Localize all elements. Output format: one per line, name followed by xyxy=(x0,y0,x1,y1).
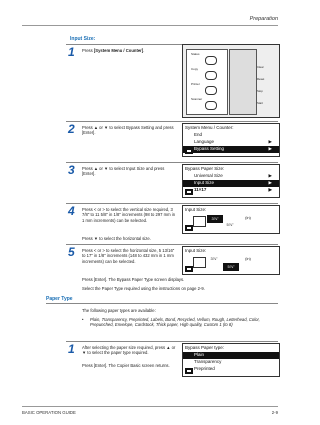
scanner-button[interactable] xyxy=(205,101,217,110)
panel-keypad-area xyxy=(229,49,257,115)
lcd-row[interactable]: Preprinted xyxy=(194,366,215,371)
step-2-text: Press ▲ or ▼ to select Bypass Setting and press [Enter]. xyxy=(82,125,174,136)
printer-button[interactable] xyxy=(205,86,217,95)
step-number: 3 xyxy=(68,163,75,177)
running-header: Preparation xyxy=(249,16,278,22)
lcd-row-selected[interactable]: Bypass Setting ▶ xyxy=(183,146,279,153)
panel-left-area xyxy=(186,49,228,115)
panel-label: Start xyxy=(257,101,263,105)
enter-key-icon xyxy=(185,189,193,195)
paper-type-list: Plain, Transparency, Preprinted, Labels, Bond, Recycled, Vellum, Rough, Letterhead, Color, Prepunched, Envelope, Cardstock, Thick paper, High quality, Custom 1 (to 8) xyxy=(90,317,260,328)
paper-type-step-extra: Press [Enter]. The Copier Basic screen returns. xyxy=(82,363,170,368)
step-rule xyxy=(66,121,278,122)
panel-label: Copy xyxy=(191,67,199,71)
header-rule xyxy=(22,25,278,26)
control-panel-illustration xyxy=(182,44,280,118)
panel-label: Printer xyxy=(191,82,200,86)
horizontal-size-field[interactable]: 5⅞" xyxy=(223,263,239,271)
footer-rule xyxy=(22,406,278,407)
panel-label: Reset xyxy=(257,77,265,81)
step-number: 1 xyxy=(68,45,75,59)
lcd-input-size-horizontal xyxy=(182,246,280,275)
step-4-extra: Press ▼ to select the horizontal size. xyxy=(82,236,151,241)
horizontal-size-value: 5⅞" xyxy=(226,222,234,227)
lcd-system-menu xyxy=(182,123,280,157)
step-3-text: Press ▲ or ▼ to select Input Size and press [Enter]. xyxy=(82,166,165,177)
size-unit: (in) xyxy=(245,215,251,220)
step-5-extra: Press [Enter]. The Bypass Paper Type screen displays. xyxy=(82,277,185,282)
vertical-size-field[interactable]: 3⅞" xyxy=(207,215,223,223)
lcd-title: System Menu / Counter: xyxy=(185,125,234,130)
lcd-title: Input Size: xyxy=(185,207,207,212)
step-1-text: Press [System Menu / Counter]. xyxy=(82,48,145,53)
vertical-size-value: 3⅞" xyxy=(210,256,218,261)
paper-diagram-icon xyxy=(193,257,206,268)
step-number: 5 xyxy=(68,245,75,259)
paper-type-heading: Paper Type xyxy=(46,296,73,302)
lcd-row[interactable]: Transparency xyxy=(194,359,222,364)
lcd-title: Bypass Paper Size: xyxy=(185,166,225,171)
paper-type-step-text: After selecting the paper size required, press ▲ or ▼ to select the paper type required. xyxy=(82,345,176,356)
bullet-icon: • xyxy=(82,317,84,322)
panel-label: Stop xyxy=(257,89,263,93)
lcd-row[interactable]: Language ▶ xyxy=(194,139,272,144)
section-rule xyxy=(46,303,278,304)
step-number: 2 xyxy=(68,122,75,136)
lcd-row[interactable]: End xyxy=(194,132,203,137)
step-4-text: Press < or > to select the vertical size required, 3 7/8" to 11 5/8" in 1/8" increments (98 to 297 mm in 1 mm increments) can be selected. xyxy=(82,207,176,223)
panel-label: Status xyxy=(191,52,200,56)
copy-button[interactable] xyxy=(205,71,217,80)
step-5-text: Press < or > to select the horizontal size, 5 13/16" to 17" in 1/8" increments (148 to 432 mm in 1 mm increments) can be selected. xyxy=(82,248,175,264)
panel-label: Clear xyxy=(257,65,264,69)
status-button[interactable] xyxy=(205,56,217,65)
page-number: 2-9 xyxy=(271,410,278,415)
paper-type-intro: The following paper types are available: xyxy=(82,308,156,313)
step-rule xyxy=(66,341,278,342)
panel-label: Scanner xyxy=(191,97,203,101)
paper-diagram-icon xyxy=(193,216,206,227)
lcd-bypass-paper-size xyxy=(182,164,280,198)
enter-key-icon xyxy=(185,148,193,154)
footer-guide-title: BASIC OPERATION GUIDE xyxy=(22,410,76,415)
input-size-heading: Input Size: xyxy=(70,36,96,42)
lcd-row[interactable]: Universal Size ▶ xyxy=(194,173,272,178)
lcd-title: Bypass Paper type: xyxy=(185,345,225,350)
size-unit: (in) xyxy=(245,256,251,261)
step-rule xyxy=(66,244,278,245)
step-rule xyxy=(66,162,278,163)
enter-key-icon xyxy=(185,225,193,231)
lcd-row-selected[interactable]: Input Size ▶ xyxy=(183,180,279,187)
step-number: 1 xyxy=(68,342,75,356)
enter-key-icon xyxy=(185,266,193,272)
lcd-title: Input Size: xyxy=(185,248,207,253)
step-number: 4 xyxy=(68,204,75,218)
lcd-row[interactable]: 11×17 ▶ xyxy=(194,187,272,192)
enter-key-icon xyxy=(185,368,193,374)
select-paper-type-note: Select the Paper Type required using the instructions on page 2-9. xyxy=(82,286,205,291)
lcd-input-size-vertical xyxy=(182,205,280,234)
lcd-bypass-paper-type xyxy=(182,343,280,377)
step-rule xyxy=(66,203,278,204)
lcd-row-selected[interactable]: Plain xyxy=(183,352,279,359)
